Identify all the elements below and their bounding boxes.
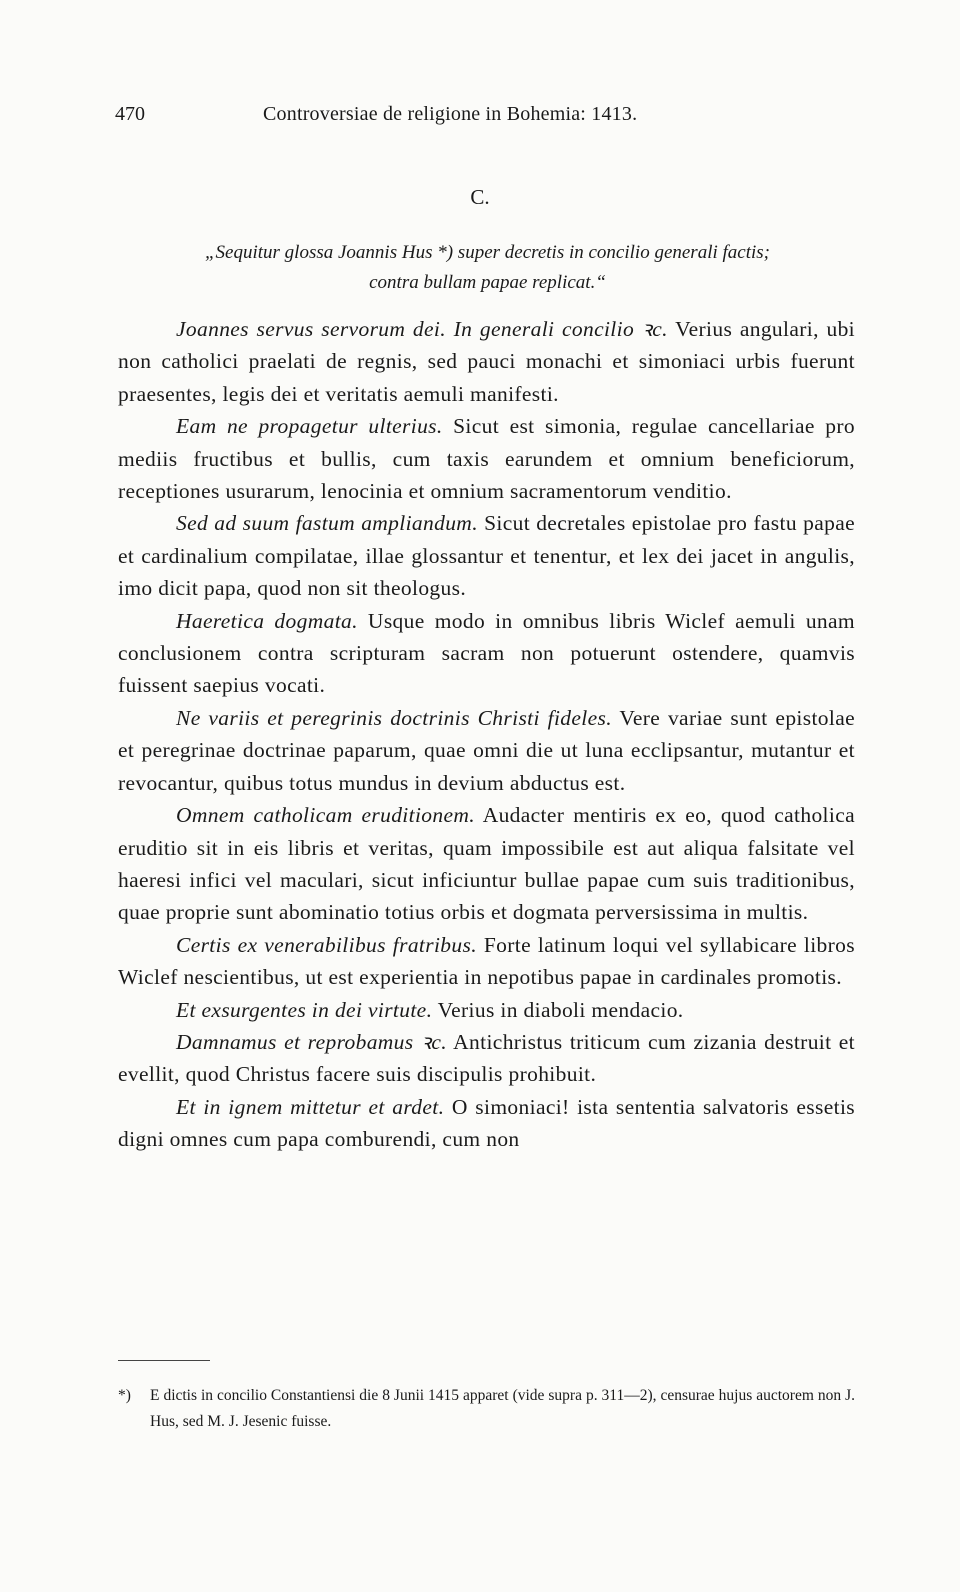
- paragraph-6: [118, 799, 855, 929]
- paragraph-1: [118, 313, 855, 410]
- lemma: Eam ne propagetur ulterius.: [176, 414, 443, 439]
- commentary: Vere variae sunt epistolae et peregrinae doctrinae paparum, quae omni die ut luna ecclipsantur, mutantur et revocantur, quibus totus mundus in devium abductus est.: [118, 705, 855, 795]
- footnote: [118, 1383, 855, 1435]
- lemma: Damnamus et reprobamus ꝛc.: [176, 1029, 448, 1054]
- footnote-text: E dictis in concilio Constantiensi die 8 Junii 1415 apparet (vide supra p. 311—2), censurae hujus auctorem non J. Hus, sed M. J. Jesenic fuisse.: [150, 1387, 855, 1430]
- section-heading: [120, 238, 855, 298]
- lemma: Et in ignem mittetur et ardet.: [176, 1094, 445, 1119]
- section-letter: C.: [470, 185, 490, 209]
- lemma: Omnem catholicam eruditionem.: [176, 803, 475, 828]
- paragraph-10: [118, 1091, 855, 1156]
- footnote-divider: [118, 1360, 210, 1361]
- commentary: Verius angulari, ubi non catholici praelati de regnis, sed pauci monachi et simoniaci urbis fuerunt praesentes, legis dei et veritatis aemuli manifesti.: [118, 317, 855, 406]
- commentary: Verius in diaboli mendacio.: [432, 997, 684, 1022]
- body-text: [118, 313, 855, 1156]
- commentary: Antichristus triticum cum zizania destruit et evellit, quod Christus facere suis discipulis prohibuit.: [118, 1029, 856, 1087]
- lemma: Et exsurgentes in dei virtute.: [176, 997, 433, 1022]
- paragraph-3: [118, 507, 855, 604]
- commentary: Forte latinum loqui vel syllabicare libros Wiclef nescientibus, ut est experientia in nepotibus papae in cardinales promotis.: [118, 932, 855, 990]
- lemma: Haeretica dogmata.: [176, 608, 358, 633]
- page-number: 470: [115, 103, 145, 125]
- heading-line-1: „Sequitur glossa Joannis Hus *) super decretis in concilio generali factis;: [204, 242, 771, 263]
- commentary: O simoniaci! ista sententia salvatoris essetis digni omnes cum papa comburendi, cum non: [118, 1094, 855, 1152]
- commentary: Usque modo in omnibus libris Wiclef aemuli unam conclusionem contra scripturam sacram non potuerunt ostendere, quamvis fuissent saepius vocati.: [118, 608, 855, 698]
- footnote-mark: *): [118, 1387, 131, 1404]
- lemma: Sed ad suum fastum ampliandum.: [176, 511, 478, 536]
- lemma: Ne variis et peregrinis doctrinis Christi fideles.: [176, 705, 612, 730]
- paragraph-2: [118, 410, 855, 507]
- running-head-title: Controversiae de religione in Bohemia: 1413.: [263, 103, 638, 125]
- commentary: Audacter mentiris ex eo, quod catholica eruditio sit in eis libris et veritas, quam impossibile est aut aliqua falsitate vel haeresi infici vel maculari, sicut inficiuntur bullae papae cum suis traditionibus, quae proprie sunt abominatio totius orbis et dogmata perversissima in multis.: [118, 803, 855, 925]
- lemma: Joannes servus servorum dei. In generali concilio ꝛc.: [176, 317, 668, 341]
- commentary: Sicut decretales epistolae pro fastu papae et cardinalium compilatae, illae glossantur et tenentur, et lex dei jacet in angulis, imo dicit papa, quod non sit theologus.: [118, 511, 855, 601]
- heading-line-2: contra bullam papae replicat.“: [369, 272, 606, 293]
- paragraph-8: [118, 994, 855, 1026]
- paragraph-7: [118, 929, 855, 994]
- paragraph-9: [118, 1026, 855, 1091]
- commentary: Sicut est simonia, regulae cancellariae pro mediis fructibus et bullis, cum taxis earundem et omnium beneficiorum, receptiones usurarum, lenocinia et omnium sacramentorum venditio.: [118, 414, 855, 504]
- paragraph-4: [118, 605, 855, 702]
- paragraph-5: [118, 702, 855, 799]
- lemma: Certis ex venerabilibus fratribus.: [176, 932, 477, 957]
